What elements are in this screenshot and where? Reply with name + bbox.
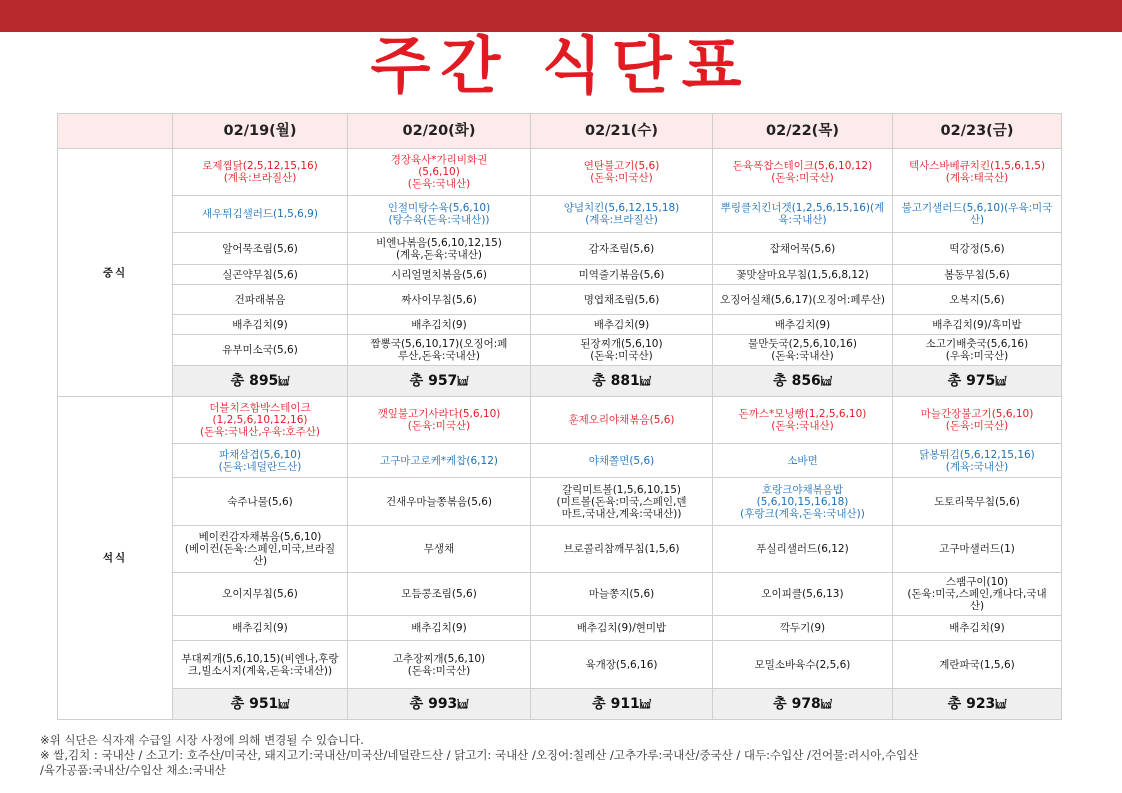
footnote-line: ※위 식단은 식자재 수급일 시장 사정에 의해 변경될 수 있습니다. [40,733,364,747]
menu-cell-line: 건파래볶음 [234,293,286,306]
menu-cell-line: 배추김치(9) [232,318,288,331]
menu-cell [531,526,713,573]
menu-cell-line: (계육:브라질산) [585,214,658,226]
total-label: 총 [409,695,424,712]
menu-cell [173,315,348,335]
menu-cell [531,315,713,335]
total-label: 총 [592,372,606,389]
menu-cell [893,397,1062,444]
total-value: 911 [610,695,640,712]
menu-row [58,335,1062,366]
menu-cell-line: 로제찜닭(2,5,12,15,16) [202,160,318,172]
top-banner [0,0,1122,32]
menu-cell [893,315,1062,335]
menu-cell-line: (1,2,5,6,10,12,16) [212,414,308,426]
menu-cell [531,233,713,265]
menu-cell [348,265,531,285]
total-label: 총 [592,695,606,712]
menu-cell [893,478,1062,526]
total-kcal-cell [348,366,531,397]
menu-cell-line: (돈육:미국산) [945,420,1009,432]
menu-cell-line: 새우튀김샐러드(1,5,6,9) [202,208,318,220]
menu-cell-line: 실곤약무침(5,6) [222,268,298,281]
menu-cell [531,335,713,366]
total-value: 895 [249,372,279,389]
menu-cell [893,285,1062,315]
total-value: 978 [791,695,821,712]
menu-cell-line: (계육:태국산) [945,172,1009,184]
menu-cell-line: 훈제오리야채볶음(5,6) [568,414,675,426]
menu-cell-line: 마트,국내산,계육:국내산)) [561,507,682,520]
menu-row [58,149,1062,196]
menu-cell-line: 파채삼겹(5,6,10) [218,448,302,461]
menu-cell-line: 모듬콩조림(5,6) [401,588,477,600]
menu-cell-line: (돈육:미국산) [407,420,471,432]
menu-cell [531,616,713,641]
menu-cell [348,149,531,196]
menu-cell-line: 건새우마늘쫑볶음(5,6) [385,495,493,508]
total-label: 총 [230,695,245,712]
menu-cell-line: 배추김치(9) [232,622,288,634]
menu-cell [531,265,713,285]
menu-cell [531,196,713,233]
menu-cell-line: (5,6,10,15,16,18) [756,495,849,508]
kcal-unit: ㎉ [820,374,832,388]
menu-cell-line: (돈육:네덜란드산) [218,460,302,473]
menu-cell-line: 모밀소바육수(2,5,6) [754,658,851,671]
menu-cell-line: (계육:국내산) [945,460,1009,473]
menu-cell [173,444,348,478]
menu-cell [893,196,1062,233]
menu-cell [348,335,531,366]
menu-row [58,397,1062,444]
menu-cell-line: 호랑크야채볶음밥 [761,483,844,496]
menu-cell [173,573,348,616]
menu-cell [348,233,531,265]
menu-cell-line: 감자조림(5,6) [588,242,655,255]
menu-cell-line: 배추김치(9) [593,318,650,331]
menu-cell [713,315,893,335]
menu-cell-line: (돈육:미국산) [590,350,653,362]
menu-cell [893,616,1062,641]
menu-row [58,478,1062,526]
total-kcal-cell [531,689,713,720]
menu-cell-line: 더블치즈함박스테이크 [209,402,311,414]
total-kcal-cell [173,689,348,720]
menu-cell [713,196,893,233]
menu-cell [348,196,531,233]
menu-cell [893,265,1062,285]
total-row [58,689,1062,720]
page-title: 주간 식단표 [370,29,752,102]
menu-cell-line: 텍사스바베큐치킨(1,5,6,1,5) [908,160,1046,172]
menu-cell [893,149,1062,196]
menu-cell-line: 깻잎불고기사라다(5,6,10) [377,408,501,420]
menu-cell [713,616,893,641]
menu-cell-line: 유부미소국(5,6) [222,344,298,356]
menu-row [58,444,1062,478]
total-kcal-cell [893,366,1062,397]
menu-cell-line: (돈육:국내산,우육:호주산) [199,426,321,438]
kcal-unit: ㎉ [639,697,651,711]
menu-cell [173,265,348,285]
menu-cell [893,641,1062,689]
menu-row [58,285,1062,315]
date-header: 02/21(수) [531,114,713,149]
menu-cell-line: 산) [969,214,985,226]
total-label: 총 [773,695,787,712]
menu-cell [348,397,531,444]
total-label: 총 [409,372,424,389]
menu-cell [348,641,531,689]
menu-cell [713,444,893,478]
menu-cell [173,335,348,366]
menu-cell-line: 산) [252,555,268,567]
menu-cell-line: 닭봉튀김(5,6,12,15,16) [919,448,1035,461]
menu-cell [348,315,531,335]
menu-cell [531,397,713,444]
menu-cell [173,641,348,689]
kcal-unit: ㎉ [457,374,469,388]
menu-cell [348,573,531,616]
kcal-unit: ㎉ [995,697,1007,711]
menu-cell [173,526,348,573]
total-kcal-cell [713,689,893,720]
menu-cell [713,149,893,196]
menu-cell [713,265,893,285]
menu-cell-line: (계육:브라질산) [223,172,297,184]
menu-cell-line: 돈까스*모닝빵(1,2,5,6,10) [738,408,867,420]
menu-cell-line: 숙주나물(5,6) [227,495,293,508]
menu-cell [173,478,348,526]
menu-cell-line: 돈육폭찹스테이크(5,6,10,12) [732,160,873,172]
kcal-unit: ㎉ [995,374,1007,388]
kcal-unit: ㎉ [457,697,469,711]
menu-row [58,526,1062,573]
menu-cell [713,233,893,265]
menu-cell-line: 오이피클(5,6,13) [761,588,844,600]
menu-cell-line: 소고기배춧국(5,6,16) [925,338,1029,350]
footnotes [40,733,1080,778]
menu-cell [713,335,893,366]
total-label: 총 [230,372,245,389]
menu-cell-line: 산) [969,600,985,612]
menu-cell-line: 경장육사*가리비화권 [390,154,488,166]
footnote-line: /육가공품:국내산/수입산 채소:국내산 [40,763,226,777]
menu-cell-line: 봄동무침(5,6) [944,268,1010,281]
menu-cell-line: 배추김치(9)/현미밥 [576,622,667,634]
menu-row [58,265,1062,285]
menu-cell [713,573,893,616]
menu-cell [348,285,531,315]
menu-cell-line: 스팸구이(10) [945,576,1009,588]
total-value: 993 [428,695,458,712]
menu-cell-line: 뿌링클치킨너겟(1,2,5,6,15,16)(계 [720,202,885,214]
header-corner [58,114,173,149]
menu-row [58,573,1062,616]
menu-cell-line: 브로콜리참깨무침(1,5,6) [563,543,680,555]
menu-cell [173,397,348,444]
menu-cell [893,233,1062,265]
menu-cell-line: 마늘쫑지(5,6) [588,588,655,600]
menu-row [58,233,1062,265]
menu-cell-line: 인절미탕수육(5,6,10) [387,202,491,214]
menu-cell-line: 꽃맛살마요무침(1,5,6,8,12) [736,268,869,281]
menu-cell [713,397,893,444]
menu-cell-line: 마늘간장불고기(5,6,10) [920,408,1034,420]
menu-cell-line: 고추장찌개(5,6,10) [392,652,486,665]
menu-cell-line: 짬뽕국(5,6,10,17)(오징어:페 [370,338,508,350]
total-value: 923 [966,695,996,712]
kcal-unit: ㎉ [639,374,651,388]
total-value: 957 [428,372,458,389]
menu-cell-line: (돈육:미국산) [771,172,834,184]
menu-cell-line: (탕수육(돈육:국내산)) [388,214,490,226]
menu-cell-line: 배추김치(9) [774,318,831,331]
menu-cell-line: 연탄불고기(5,6) [583,160,660,172]
date-header: 02/22(목) [713,114,893,149]
menu-cell-line: 고구마고로케*케찹(6,12) [380,454,498,467]
total-kcal-cell [713,366,893,397]
menu-cell-line: 배추김치(9) [411,622,467,634]
kcal-unit: ㎉ [820,697,832,711]
menu-cell-line: 명엽채조림(5,6) [583,293,660,306]
menu-cell-line: 부대찌개(5,6,10,15)(비엔나,후랑 [181,652,339,665]
menu-cell [173,616,348,641]
menu-cell-line: 도토리묵무침(5,6) [934,495,1020,508]
total-kcal-cell [173,366,348,397]
weekly-menu-table [57,113,1062,720]
menu-cell-line: (돈육:국내산) [771,420,834,432]
menu-cell [173,196,348,233]
menu-cell-line: 오이지무침(5,6) [222,588,298,600]
menu-cell-line: 알어묵조림(5,6) [222,242,298,255]
menu-cell-line: (돈육:국내산) [771,350,834,362]
total-label: 총 [947,372,962,389]
total-kcal-cell [531,366,713,397]
menu-cell-line: (계육,돈육:국내산) [395,248,483,261]
menu-cell-line: (돈육:미국산) [407,664,471,677]
kcal-unit: ㎉ [278,697,290,711]
menu-row [58,315,1062,335]
total-value: 951 [249,695,279,712]
menu-cell [173,149,348,196]
menu-cell-line: (미트볼(돈육:미국,스페인,덴 [556,495,687,508]
menu-cell-line: 계란파국(1,5,6) [939,658,1015,671]
footnote-line: ※ 쌀,김치 : 국내산 / 소고기: 호주산/미국산, 돼지고기:국내산/미국산/네덜란드산 / 닭고기: 국내산 /오징어:칠레산 /고추가루:국내산/중국산 / 대두:수입산 /건어물:러시아,수입산 [40,748,919,762]
menu-cell-line: (돈육:국내산) [407,178,471,190]
menu-cell [713,526,893,573]
menu-cell [531,641,713,689]
total-kcal-cell [348,689,531,720]
menu-cell-line: 푸실리샐러드(6,12) [756,543,849,555]
menu-cell-line: 짜사이무침(5,6) [401,293,477,306]
total-row [58,366,1062,397]
menu-cell [531,285,713,315]
menu-cell-line: 소바면 [787,454,818,467]
menu-cell [173,285,348,315]
menu-cell-line: 미역줄기볶음(5,6) [578,268,665,281]
menu-cell-line: 무생채 [423,543,455,555]
menu-cell-line: 배추김치(9) [411,318,467,331]
menu-cell [893,335,1062,366]
menu-cell-line: 비엔나볶음(5,6,10,12,15) [376,236,502,249]
total-kcal-cell [893,689,1062,720]
menu-cell [893,573,1062,616]
menu-cell [531,444,713,478]
date-header: 02/23(금) [893,114,1062,149]
menu-cell-line: 시리얼멸치볶음(5,6) [391,268,487,281]
menu-cell-line: 육개장(5,6,16) [585,658,658,671]
menu-cell-line: 떡강정(5,6) [949,242,1005,255]
menu-cell [713,285,893,315]
menu-cell-line: 배추김치(9) [949,622,1005,634]
menu-cell-line: 깍두기(9) [779,622,826,634]
menu-row [58,616,1062,641]
menu-cell-line: 루산,돈육:국내산) [398,350,480,362]
menu-cell [531,149,713,196]
date-header: 02/20(화) [348,114,531,149]
menu-cell [173,233,348,265]
menu-cell-line: 고구마샐러드(1) [939,543,1015,555]
menu-cell-line: (베이컨(돈육:스페인,미국,브라질 [184,543,336,555]
menu-cell [348,478,531,526]
menu-cell-line: 된장찌개(5,6,10) [580,338,663,350]
menu-cell-line: (5,6,10) [418,166,460,178]
total-label: 총 [773,372,787,389]
lunch-label: 중식 [58,149,173,397]
menu-cell [348,526,531,573]
menu-cell-line: (후랑크(계육,돈육:국내산)) [740,507,865,520]
menu-cell-line: 물만둣국(2,5,6,10,16) [748,338,857,350]
menu-cell-line: 불고기샐러드(5,6,10)(우육:미국 [901,202,1053,214]
menu-row [58,641,1062,689]
dinner-label: 석식 [58,397,173,720]
menu-cell-line: 오징어실채(5,6,17)(오징어:페루산) [720,293,885,306]
date-header-row [58,114,1062,149]
date-header: 02/19(월) [173,114,348,149]
menu-cell [713,641,893,689]
menu-cell-line: 야채쫄면(5,6) [588,454,655,467]
menu-cell-line: 배추김치(9)/흑미밥 [932,318,1022,331]
menu-cell-line: (돈육:미국산) [590,172,653,184]
menu-cell [348,616,531,641]
menu-cell-line: 양념치킨(5,6,12,15,18) [563,202,680,214]
menu-cell [531,478,713,526]
total-value: 881 [610,372,640,389]
menu-cell-line: (돈육:미국,스페인,캐나다,국내 [907,588,1047,600]
kcal-unit: ㎉ [278,374,290,388]
total-label: 총 [947,695,962,712]
menu-cell [893,444,1062,478]
menu-cell [713,478,893,526]
menu-cell-line: 육:국내산) [778,214,827,226]
menu-cell [893,526,1062,573]
menu-cell [348,444,531,478]
menu-cell-line: 베이컨감자채볶음(5,6,10) [198,531,322,543]
total-value: 975 [966,372,996,389]
menu-cell [531,573,713,616]
total-value: 856 [791,372,821,389]
menu-cell-line: 잡채어묵(5,6) [769,242,836,255]
menu-cell-line: 크,빌소시지(계육,돈육:국내산)) [187,664,333,677]
menu-cell-line: 갈릭미트볼(1,5,6,10,15) [561,483,682,496]
menu-cell-line: (우육:미국산) [945,350,1009,362]
menu-row [58,196,1062,233]
menu-cell-line: 오복지(5,6) [949,293,1005,306]
